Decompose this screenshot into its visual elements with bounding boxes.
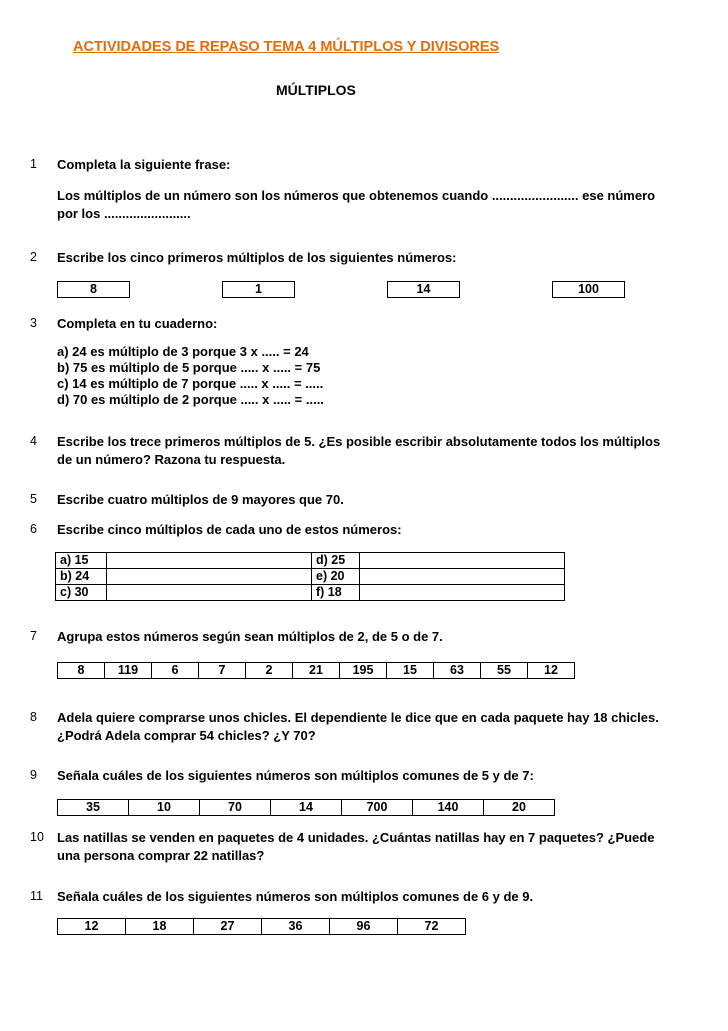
- label-cell: b) 24: [56, 569, 107, 585]
- number-cell: 35: [58, 800, 129, 816]
- question-text-line: una persona comprar 22 natillas?: [57, 848, 265, 863]
- number-cell: 15: [387, 663, 434, 679]
- question-text-line: Las natillas se venden en paquetes de 4 unidades. ¿Cuántas natillas hay en 7 paquetes? ¿Puede: [57, 830, 655, 845]
- label-cell: a) 15: [56, 553, 107, 569]
- answer-cell: [360, 553, 565, 569]
- answer-cell: [107, 585, 312, 601]
- number-cell: 12: [528, 663, 575, 679]
- question-number: 10: [30, 830, 44, 844]
- numbers-table: [57, 918, 466, 935]
- numbers-table: [57, 799, 555, 816]
- question-number: 5: [30, 492, 37, 506]
- question-number: 1: [30, 157, 37, 171]
- number-cell: 27: [194, 919, 262, 935]
- question-text-line: Escribe los trece primeros múltiplos de 5. ¿Es posible escribir absolutamente todos los múltiplos: [57, 434, 661, 449]
- answer-cell: [360, 569, 565, 585]
- number-cell: 36: [262, 919, 330, 935]
- question-number: 7: [30, 629, 37, 643]
- number-cell: 20: [484, 800, 555, 816]
- number-cell: 100: [553, 282, 625, 298]
- number-cell: 2: [246, 663, 293, 679]
- number-cell: 96: [330, 919, 398, 935]
- number-cell: 119: [105, 663, 152, 679]
- section-title: MÚLTIPLOS: [276, 82, 356, 98]
- question-text-line: por los ........................: [57, 206, 191, 221]
- question-number: 3: [30, 316, 37, 330]
- question-text-line: Adela quiere comprarse unos chicles. El dependiente le dice que en cada paquete hay 18 chicles.: [57, 710, 659, 725]
- number-cell: 63: [434, 663, 481, 679]
- list-item: a) 24 es múltiplo de 3 porque 3 x ..... = 24: [57, 344, 309, 359]
- question-text-line: de un número? Razona tu respuesta.: [57, 452, 286, 467]
- question-number: 2: [30, 250, 37, 264]
- question-number: 11: [30, 889, 43, 903]
- question-prompt: Escribe los cinco primeros múltiplos de los siguientes números:: [57, 250, 457, 265]
- label-cell: d) 25: [312, 553, 360, 569]
- question-text-line: ¿Podrá Adela comprar 54 chicles? ¿Y 70?: [57, 728, 316, 743]
- question-number: 9: [30, 768, 37, 782]
- question-prompt: Agrupa estos números según sean múltiplos de 2, de 5 o de 7.: [57, 629, 443, 644]
- number-cell: 12: [58, 919, 126, 935]
- gap-cell: [130, 282, 223, 298]
- number-cell: 6: [152, 663, 199, 679]
- number-cell: 14: [388, 282, 460, 298]
- question-prompt: Señala cuáles de los siguientes números son múltiplos comunes de 6 y de 9.: [57, 889, 534, 904]
- question-prompt: Señala cuáles de los siguientes números son múltiplos comunes de 5 y de 7:: [57, 768, 534, 783]
- number-cell: 10: [129, 800, 200, 816]
- number-cell: 72: [398, 919, 466, 935]
- answer-cell: [107, 553, 312, 569]
- list-item: d) 70 es múltiplo de 2 porque ..... x ..... = .....: [57, 392, 324, 407]
- question-prompt: Escribe cinco múltiplos de cada uno de estos números:: [57, 522, 402, 537]
- number-cell: 14: [271, 800, 342, 816]
- number-cell: 55: [481, 663, 528, 679]
- question-prompt: Completa en tu cuaderno:: [57, 316, 218, 331]
- list-item: b) 75 es múltiplo de 5 porque ..... x ..... = 75: [57, 360, 321, 375]
- question-number: 6: [30, 522, 37, 536]
- question-number: 4: [30, 434, 37, 448]
- list-item: c) 14 es múltiplo de 7 porque ..... x ..... = .....: [57, 376, 324, 391]
- number-cell: 195: [340, 663, 387, 679]
- question-prompt: Completa la siguiente frase:: [57, 157, 231, 172]
- number-cell: 8: [58, 282, 130, 298]
- gap-cell: [460, 282, 553, 298]
- answer-cell: [107, 569, 312, 585]
- numbers-table: [57, 662, 575, 679]
- multiples-table: [55, 552, 565, 601]
- number-cell: 140: [413, 800, 484, 816]
- gap-cell: [295, 282, 388, 298]
- question-number: 8: [30, 710, 37, 724]
- numbers-table: [57, 281, 625, 298]
- question-text-line: Los múltiplos de un número son los números que obtenemos cuando ........................ ese número: [57, 188, 656, 203]
- number-cell: 700: [342, 800, 413, 816]
- document-title: ACTIVIDADES DE REPASO TEMA 4 MÚLTIPLOS Y DIVISORES: [73, 39, 500, 55]
- label-cell: f) 18: [312, 585, 360, 601]
- label-cell: c) 30: [56, 585, 107, 601]
- number-cell: 70: [200, 800, 271, 816]
- question-prompt: Escribe cuatro múltiplos de 9 mayores que 70.: [57, 492, 344, 507]
- number-cell: 1: [223, 282, 295, 298]
- number-cell: 7: [199, 663, 246, 679]
- number-cell: 18: [126, 919, 194, 935]
- number-cell: 21: [293, 663, 340, 679]
- answer-cell: [360, 585, 565, 601]
- number-cell: 8: [58, 663, 105, 679]
- label-cell: e) 20: [312, 569, 360, 585]
